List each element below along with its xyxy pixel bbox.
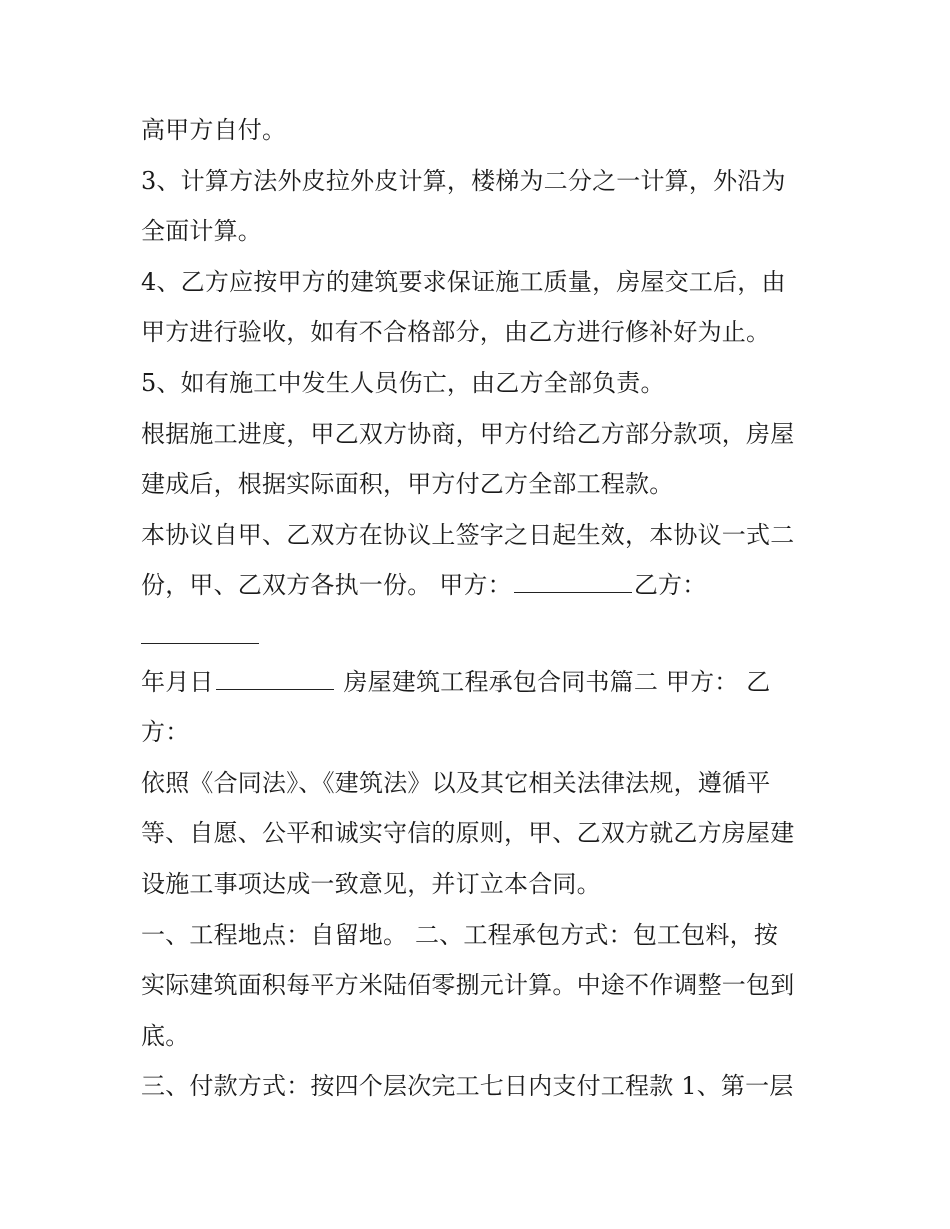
text-line: 甲方进行验收，如有不合格部分，由乙方进行修补好为止。 (141, 318, 771, 346)
text-line: 4、乙方应按甲方的建筑要求保证施工质量，房屋交工后，由 (141, 268, 786, 296)
text-line: 一、工程地点：自留地。 二、工程承包方式：包工包料，按 (141, 921, 779, 949)
date-label: 年月日 (141, 668, 214, 696)
text-line: 依照《合同法》、《建筑法》以及其它相关法律法规，遵循平 (141, 769, 771, 797)
text-line: 实际建筑面积每平方米陆佰零捌元计算。中途不作调整一包到 (141, 971, 795, 999)
text-line: 方： (141, 718, 190, 746)
signature-line-parties (141, 569, 706, 601)
text-line: 建成后，根据实际面积，甲方付乙方全部工程款。 (141, 470, 674, 498)
signature-text-after: 乙方： (633, 571, 707, 599)
text-line: 高甲方自付。 (141, 116, 287, 144)
contract-title-text: 房屋建筑工程承包合同书篇二 甲方： 乙 (335, 668, 771, 696)
party-a-signature-blank (514, 570, 632, 593)
party-b-signature-blank (141, 621, 259, 644)
text-line: 三、付款方式：按四个层次完工七日内支付工程款 1、第一层 (141, 1072, 794, 1100)
party-b-signature-line (141, 620, 261, 652)
text-line: 底。 (141, 1022, 190, 1050)
date-blank (216, 667, 334, 690)
text-line: 3、计算方法外皮拉外皮计算，楼梯为二分之一计算，外沿为 (141, 167, 786, 195)
text-line: 设施工事项达成一致意见，并订立本合同。 (141, 870, 601, 898)
text-line: 等、自愿、公平和诚实守信的原则，甲、乙双方就乙方房屋建 (141, 819, 795, 847)
date-title-line (141, 666, 771, 698)
text-line: 全面计算。 (141, 217, 262, 245)
text-line: 根据施工进度，甲乙双方协商，甲方付给乙方部分款项，房屋 (141, 420, 795, 448)
text-line: 本协议自甲、乙双方在协议上签字之日起生效，本协议一式二 (141, 521, 795, 549)
signature-text-before: 份，甲、乙双方各执一份。 甲方： (141, 571, 512, 599)
text-line: 5、如有施工中发生人员伤亡，由乙方全部负责。 (141, 369, 665, 397)
